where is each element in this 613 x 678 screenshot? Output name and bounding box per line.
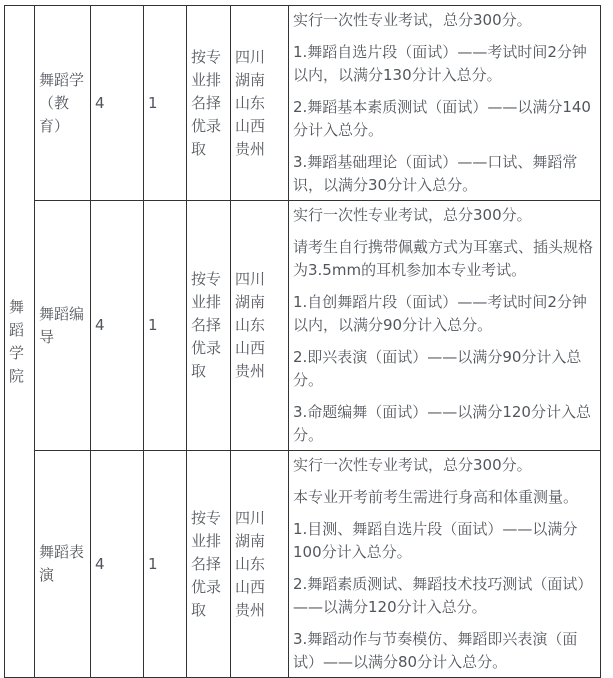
quota-cell: 4 (91, 451, 144, 678)
exam-paragraph: 3.舞蹈动作与节奏模仿、舞蹈即兴表演（面试）——以满分80分计入总分。 (293, 630, 578, 671)
admission-rule-cell: 按专业排名择优录取 (187, 451, 231, 678)
exam-paragraph: 实行一次性专业考试，总分300分。 (293, 456, 532, 474)
count-cell: 1 (144, 451, 187, 678)
exam-paragraph: 实行一次性专业考试，总分300分。 (293, 11, 532, 29)
exam-paragraph: 实行一次性专业考试，总分300分。 (293, 206, 532, 224)
provinces-cell: 四川 湖南 山东 山西 贵州 (231, 6, 289, 201)
admission-rule-cell: 按专业排名择优录取 (187, 6, 231, 201)
exam-paragraph: 2.舞蹈基本素质测试（面试）——以满分140分计入总分。 (293, 98, 591, 139)
exam-description-cell (289, 451, 601, 678)
exam-paragraph: 1.目测、舞蹈自选片段（面试）——以满分100分计入总分。 (293, 520, 578, 561)
major-cell: 舞蹈学（教育） (35, 6, 91, 201)
count-cell: 1 (144, 201, 187, 451)
major-cell: 舞蹈编导 (35, 201, 91, 451)
exam-paragraph: 2.舞蹈素质测试、舞蹈技术技巧测试（面试）——以满分120分计入总分。 (293, 575, 593, 616)
quota-cell: 4 (91, 201, 144, 451)
exam-paragraph: 2.即兴表演（面试）——以满分90分计入总分。 (293, 348, 582, 389)
provinces-cell: 四川 湖南 山东 山西 贵州 (231, 201, 289, 451)
admission-table (4, 5, 601, 678)
exam-description-cell (289, 6, 601, 201)
table-row (5, 6, 601, 201)
count-cell: 1 (144, 6, 187, 201)
admission-rule-cell: 按专业排名择优录取 (187, 201, 231, 451)
exam-paragraph: 1.舞蹈自选片段（面试）——考试时间2分钟以内，以满分130分计入总分。 (293, 43, 587, 84)
institution-cell: 舞蹈学院 (5, 6, 35, 678)
exam-paragraph: 本专业开考前考生需进行身高和体重测量。 (293, 488, 579, 506)
quota-cell: 4 (91, 6, 144, 201)
table-row (5, 451, 601, 678)
exam-paragraph: 请考生自行携带佩戴方式为耳塞式、插头规格为3.5mm的耳机参加本专业考试。 (293, 238, 594, 279)
exam-paragraph: 3.命题编舞（面试）——以满分120分计入总分。 (293, 403, 591, 444)
exam-description-cell (289, 201, 601, 451)
exam-paragraph: 1.自创舞蹈片段（面试）——考试时间2分钟以内，以满分90分计入总分。 (293, 293, 587, 334)
provinces-cell: 四川 湖南 山东 山西 贵州 (231, 451, 289, 678)
major-cell: 舞蹈表演 (35, 451, 91, 678)
table-row (5, 201, 601, 451)
exam-paragraph: 3.舞蹈基础理论（面试）——口试、舞蹈常识，以满分30分计入总分。 (293, 153, 578, 194)
